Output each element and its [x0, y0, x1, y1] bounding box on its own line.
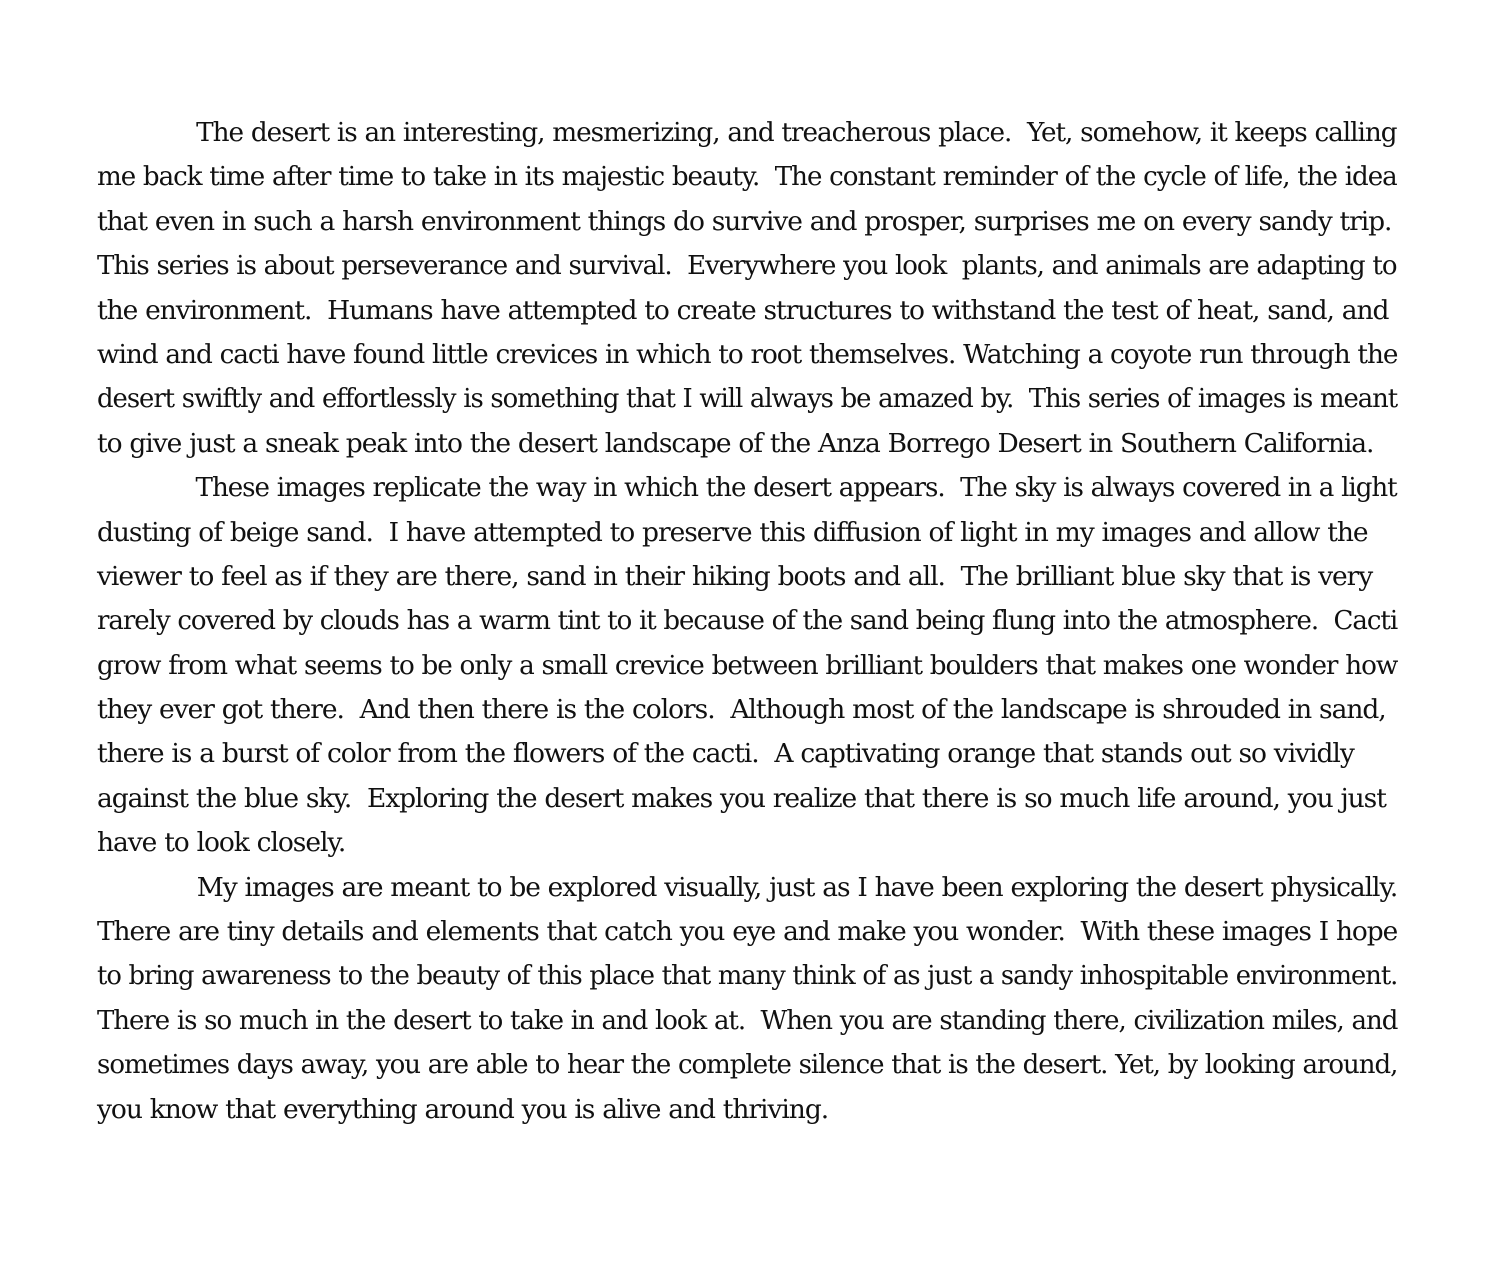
text-line: There is so much in the desert to take in and look at. When you are standing there, civilization miles, and	[97, 1004, 1398, 1036]
text-line: This series is about perseverance and survival. Everywhere you look plants, and animals are adapting to	[97, 250, 1397, 282]
text-line: they ever got there. And then there is the colors. Although most of the landscape is shrouded in sand,	[97, 694, 1386, 726]
text-line: The desert is an interesting, mesmerizing, and treacherous place. Yet, somehow, it keeps calling	[196, 117, 1397, 148]
text-line: rarely covered by clouds has a warm tint to it because of the sand being flung into the atmosphere. Cacti	[97, 605, 1398, 637]
text-line: the environment. Humans have attempted to create structures to withstand the test of heat, sand, and	[97, 294, 1389, 326]
text-line: grow from what seems to be only a small crevice between brilliant boulders that makes one wonder how	[97, 649, 1398, 681]
text-line: desert swiftly and effortlessly is something that I will always be amazed by. This series of images is meant	[97, 383, 1398, 415]
text-line: These images replicate the way in which the desert appears. The sky is always covered in a light	[195, 472, 1397, 504]
text-line: me back time after time to take in its majestic beauty. The constant reminder of the cycle of life, the idea	[97, 161, 1397, 193]
paragraph-3	[97, 866, 1397, 1132]
document-body	[97, 111, 1397, 1132]
text-line: sometimes days away, you are able to hear the complete silence that is the desert. Yet, by looking around,	[97, 1049, 1398, 1081]
text-line: against the blue sky. Exploring the desert makes you realize that there is so much life around, you just	[97, 782, 1386, 814]
text-line: My images are meant to be explored visually, just as I have been exploring the desert physically.	[196, 871, 1398, 903]
text-line: have to look closely.	[97, 827, 346, 859]
text-line: dusting of beige sand. I have attempted to preserve this diffusion of light in my images and allow the	[97, 516, 1368, 548]
text-line: to give just a sneak peak into the desert landscape of the Anza Borrego Desert in Southern California.	[97, 427, 1374, 459]
text-line: viewer to feel as if they are there, sand in their hiking boots and all. The brilliant blue sky that is very	[97, 560, 1373, 592]
paragraph-1	[97, 111, 1397, 466]
text-line: wind and cacti have found little crevices in which to root themselves. Watching a coyote run through the	[97, 338, 1398, 370]
text-line: There are tiny details and elements that catch you eye and make you wonder. With these images I hope	[97, 916, 1398, 948]
text-line: that even in such a harsh environment things do survive and prosper, surprises me on every sandy trip.	[97, 205, 1392, 237]
text-line: there is a burst of color from the flowers of the cacti. A captivating orange that stands out so vividly	[97, 738, 1354, 770]
paragraph-2	[97, 466, 1397, 866]
text-line: you know that everything around you is alive and thriving.	[97, 1093, 829, 1125]
text-line: to bring awareness to the beauty of this place that many think of as just a sandy inhospitable environment.	[97, 960, 1398, 992]
